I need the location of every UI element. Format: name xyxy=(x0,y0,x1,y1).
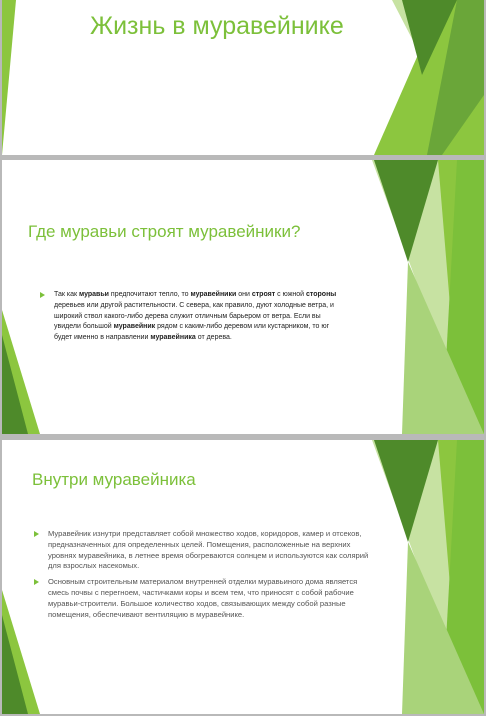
slide-3 xyxy=(2,440,484,714)
slide-1-title: Жизнь в муравейнике xyxy=(90,12,344,40)
slide-3-bullet-list xyxy=(34,529,374,625)
slide-2 xyxy=(2,160,484,434)
bullet-arrow-icon xyxy=(34,579,39,585)
slide-2-body xyxy=(40,290,340,349)
slide-3-title: Внутри муравейника xyxy=(32,470,196,489)
slide-2-paragraph: Так как муравьи предпочитают тепло, то муравейники они строят с южной стороны деревьев или другой растительности. С севера, как правило, дуют холодные ветра, и широкий ствол какого-либо дерева служит отличным барьером от ветра. Если вы увидели большой муравейник рядом с каким-либо деревом или кустарником, то юг будет именно в направлении муравейника от дерева. xyxy=(40,290,340,344)
bullet-arrow-icon xyxy=(40,292,45,298)
bullet-arrow-icon xyxy=(34,531,39,537)
slide-2-title: Где муравьи строят муравейники? xyxy=(28,222,301,241)
slide-1 xyxy=(2,0,484,155)
slide-3-bullet-1: Муравейник изнутри представляет собой множество ходов, коридоров, камер и отсеков, предназначенных для определенных целей. Помещения, расположенные на верхних уровнях муравейника, в летнее время обогреваются солнцем и используются как солярий для взрослых насекомых. xyxy=(34,529,374,572)
slide-3-bullet-2: Основным строительным материалом внутренней отделки муравьиного дома является смесь почвы с перегноем, частичками коры и всем тем, что приносят с собой рабочие муравьи-строители. Большое количество ходов, связывающих между собой разные помещения, обеспечивают вентиляцию в муравейнике. xyxy=(34,577,374,620)
